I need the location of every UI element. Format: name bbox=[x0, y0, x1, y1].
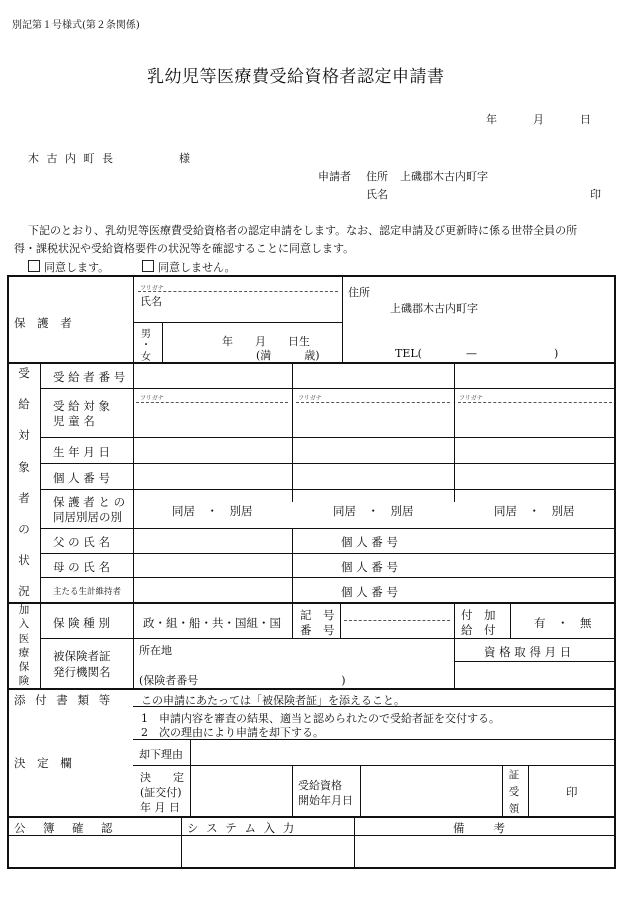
issuer-location-label: 所在地 bbox=[139, 644, 172, 657]
child-name-label-1: 受 給 対 象 bbox=[53, 399, 110, 413]
symbol-label: 記 号 bbox=[300, 608, 335, 622]
addressee-name: 木 古 内 町 長 bbox=[28, 152, 115, 165]
insurer-number-label: (保険者番号 ) bbox=[139, 674, 346, 687]
date-day-label: 日 bbox=[580, 113, 591, 126]
birthdate-label: 生 年 月 日 bbox=[53, 445, 110, 459]
decision-date-label-2: (証交付) bbox=[140, 786, 182, 799]
insurance-section-vertical-label: 加 入 医 療 保 険 bbox=[18, 604, 30, 688]
cohabitation-label-2: 同居別居の別 bbox=[53, 510, 122, 524]
attachments-note: この申請にあたっては「被保険者証」を添えること。 bbox=[141, 694, 405, 707]
consent-no-option[interactable] bbox=[142, 259, 236, 275]
insurance-type-label: 保 険 種 別 bbox=[53, 616, 110, 630]
consent-text-line2: 得・課税状況や受給資格要件の状況等を確認することに同意します。 bbox=[14, 242, 355, 255]
issuer-label-1: 被保険者証 bbox=[53, 649, 111, 663]
decision-date-label-3: 年 月 日 bbox=[140, 801, 180, 814]
decision-seal: 印 bbox=[566, 785, 578, 799]
insurance-type-options[interactable]: 政・組・船・共・国組・国 bbox=[143, 616, 281, 630]
child-furigana-2: フリガナ bbox=[298, 395, 322, 402]
decision-item-1: 1 申請内容を審査の結果、適当と認められたので受給者証を交付する。 bbox=[141, 712, 500, 725]
addressee-honorific: 様 bbox=[179, 152, 190, 165]
system-input-label: シ ス テ ム 入 力 bbox=[187, 821, 297, 835]
date-year-label: 年 bbox=[486, 113, 497, 126]
personal-number-label: 個 人 番 号 bbox=[53, 471, 110, 485]
applicant-seal: 印 bbox=[590, 188, 601, 201]
consent-yes-option[interactable] bbox=[28, 259, 109, 275]
qualification-start-label-2: 開始年月日 bbox=[298, 794, 353, 807]
checkbox-icon[interactable] bbox=[28, 260, 40, 272]
cohabitation-option-2[interactable]: 同居 ・ 別居 bbox=[333, 504, 414, 518]
recipient-number-label: 受 給 者 番 号 bbox=[53, 370, 126, 384]
guardian-sex-male: 男 bbox=[141, 329, 151, 340]
decision-date-label-1: 決 定 bbox=[140, 771, 184, 784]
father-personal-number-label: 個 人 番 号 bbox=[341, 535, 398, 549]
guardian-furigana-label: フリガナ bbox=[140, 285, 164, 292]
reject-reason-label: 却下理由 bbox=[139, 748, 183, 761]
guardian-sex-dot: ・ bbox=[141, 340, 151, 351]
form-reference: 別記第１号様式(第２条関係) bbox=[12, 20, 140, 31]
applicant-address-value: 上磯郡木古内町字 bbox=[400, 170, 488, 183]
applicant-address-label: 住所 bbox=[366, 170, 388, 183]
qualification-start-label-1: 受給資格 bbox=[298, 779, 342, 792]
issuer-label-2: 発行機関名 bbox=[53, 665, 111, 679]
recipient-section-vertical-label: 受 給 対 象 者 の 状 況 bbox=[18, 366, 30, 599]
guardian-sex-female: 女 bbox=[141, 352, 151, 363]
cohabitation-option-3[interactable]: 同居 ・ 別居 bbox=[494, 504, 575, 518]
certificate-receipt-label: 証 受 領 bbox=[508, 769, 520, 815]
main-provider-label: 主たる生計維持者 bbox=[53, 587, 122, 597]
ledger-check-label: 公 簿 確 認 bbox=[14, 821, 116, 835]
guardian-tel-label: TEL( — ) bbox=[395, 347, 559, 360]
remarks-label: 備 考 bbox=[453, 821, 507, 835]
supplementary-benefit-label-2: 給 付 bbox=[461, 623, 496, 637]
child-name-label-2: 児 童 名 bbox=[53, 414, 95, 428]
checkbox-icon[interactable] bbox=[142, 260, 154, 272]
child-furigana-1: フリガナ bbox=[140, 395, 164, 402]
guardian-age-label: (満 歳) bbox=[256, 349, 320, 362]
father-name-label: 父 の 氏 名 bbox=[53, 535, 110, 549]
decision-label: 決 定 欄 bbox=[14, 756, 76, 770]
mother-name-label: 母 の 氏 名 bbox=[53, 560, 110, 574]
page-title: 乳幼児等医療費受給資格者認定申請書 bbox=[147, 67, 445, 87]
cohabitation-label-1: 保 護 者 と の bbox=[53, 495, 126, 509]
guardian-label: 保 護 者 bbox=[14, 316, 76, 330]
date-month-label: 月 bbox=[533, 113, 544, 126]
applicant-name-label: 氏名 bbox=[366, 188, 388, 201]
supplementary-benefit-label-1: 付 加 bbox=[461, 608, 496, 622]
cohabitation-option-1[interactable]: 同居 ・ 別居 bbox=[172, 504, 253, 518]
qualification-date-label: 資 格 取 得 月 日 bbox=[484, 645, 572, 659]
decision-item-2: 2 次の理由により申請を却下する。 bbox=[141, 726, 324, 739]
child-furigana-3: フリガナ bbox=[459, 395, 483, 402]
guardian-birth-label: 年 月 日生 bbox=[222, 335, 310, 348]
consent-text-line1: 下記のとおり、乳幼児等医療費受給資格者の認定申請をします。なお、認定申請及び更新時に係る世帯全員の所 bbox=[28, 224, 578, 237]
provider-personal-number-label: 個 人 番 号 bbox=[341, 585, 398, 599]
guardian-address-label: 住所 bbox=[348, 286, 370, 299]
consent-no-label: 同意しません。 bbox=[158, 261, 236, 274]
number-label: 番 号 bbox=[300, 623, 335, 637]
applicant-label: 申請者 bbox=[318, 170, 351, 183]
guardian-address-value: 上磯郡木古内町字 bbox=[390, 302, 478, 315]
attachments-label: 添 付 書 類 等 bbox=[14, 693, 114, 707]
consent-yes-label: 同意します。 bbox=[44, 261, 110, 274]
mother-personal-number-label: 個 人 番 号 bbox=[341, 560, 398, 574]
supplementary-benefit-options[interactable]: 有 ・ 無 bbox=[534, 616, 592, 630]
guardian-name-label: 氏名 bbox=[140, 295, 162, 308]
